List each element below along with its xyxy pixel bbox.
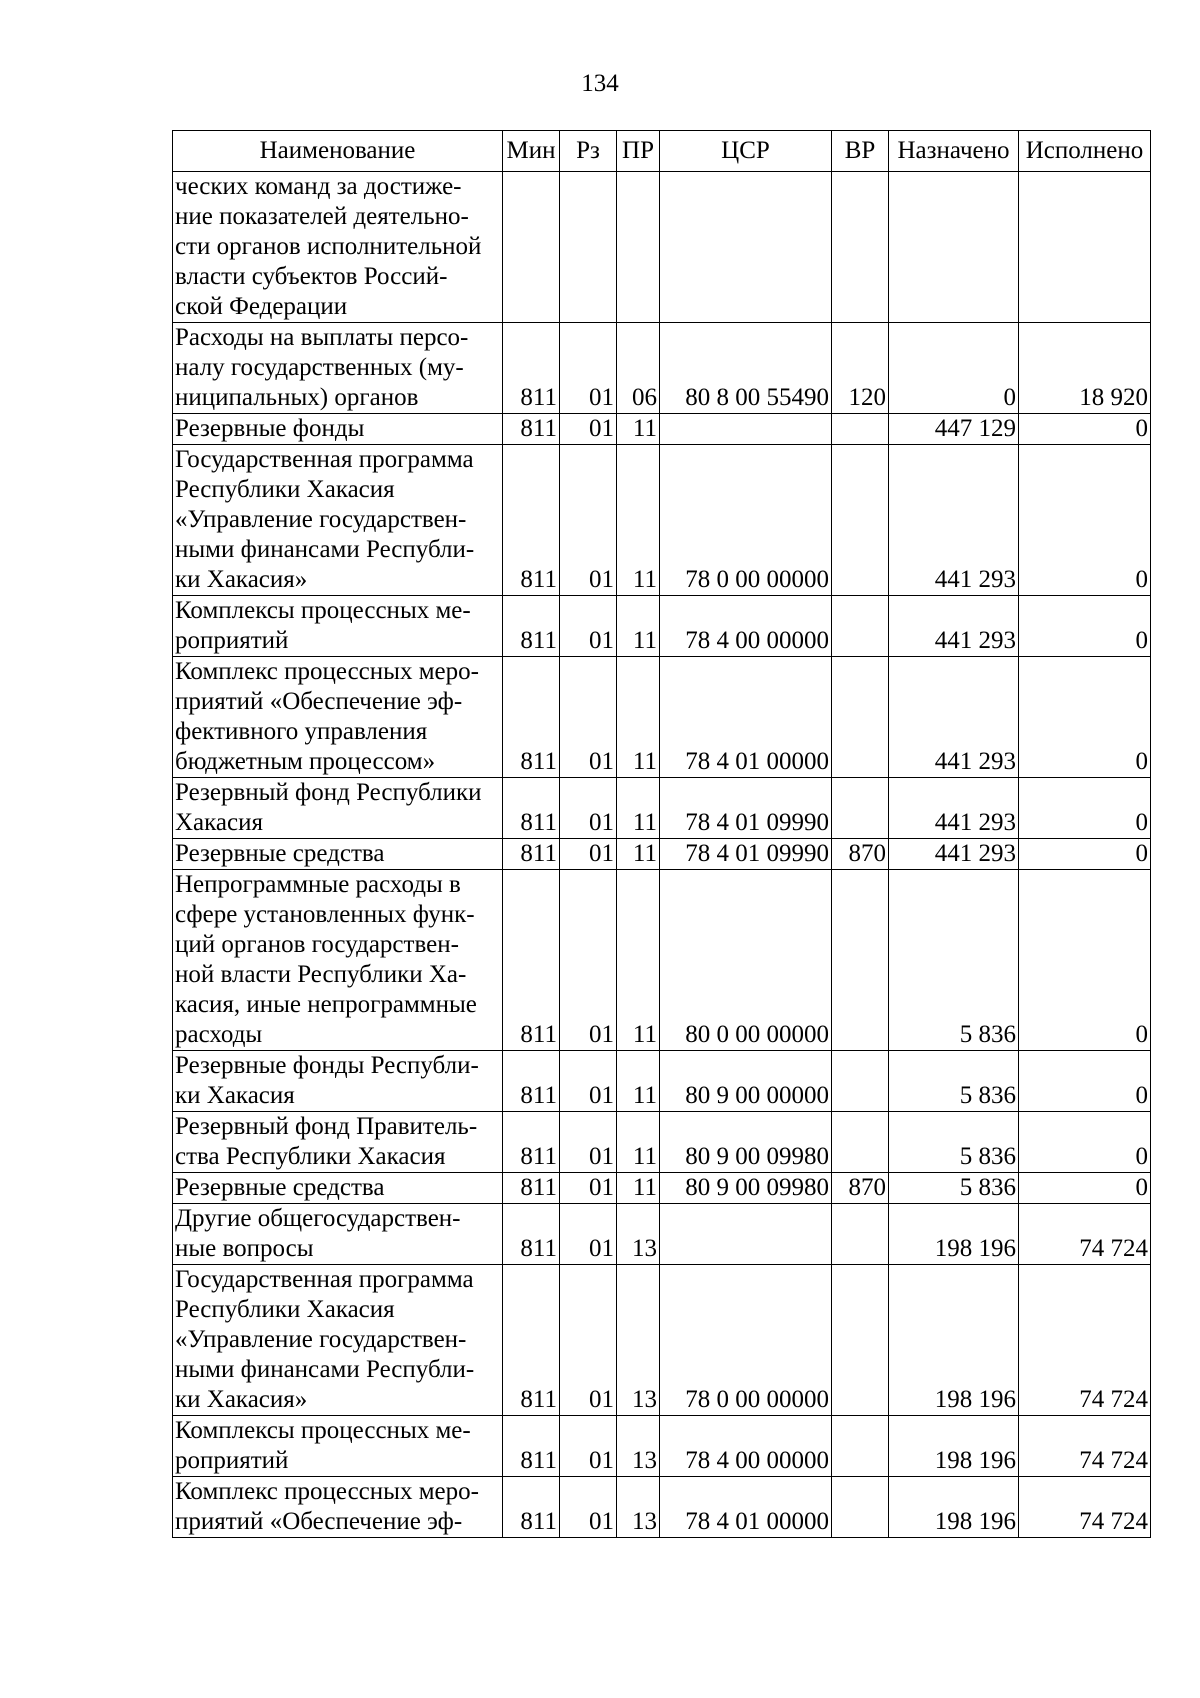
column-header-csr: ЦСР: [660, 131, 832, 172]
cell-rz: 01: [560, 445, 617, 596]
cell-min: 811: [503, 1112, 560, 1173]
cell-min: 811: [503, 1051, 560, 1112]
cell-assigned: 441 293: [889, 596, 1019, 657]
cell-executed: 74 724: [1019, 1265, 1151, 1416]
table-row: [173, 1173, 1151, 1204]
cell-min: 811: [503, 1204, 560, 1265]
cell-name: Комплексы процессных ме- роприятий: [173, 596, 503, 657]
cell-pr: [617, 172, 660, 323]
cell-name: Резервные фонды Республи- ки Хакасия: [173, 1051, 503, 1112]
cell-vr: [832, 778, 889, 839]
cell-rz: 01: [560, 414, 617, 445]
cell-name: Резервные средства: [173, 1173, 503, 1204]
cell-csr: 80 9 00 09980: [660, 1173, 832, 1204]
cell-rz: 01: [560, 778, 617, 839]
table-row: [173, 172, 1151, 323]
cell-executed: 74 724: [1019, 1204, 1151, 1265]
cell-csr: 78 0 00 00000: [660, 445, 832, 596]
cell-assigned: 5 836: [889, 1051, 1019, 1112]
cell-rz: 01: [560, 323, 617, 414]
cell-name: Государственная программа Республики Хакасия «Управление государствен- ными финансами Республи- ки Хакасия»: [173, 1265, 503, 1416]
cell-name: Резервные средства: [173, 839, 503, 870]
cell-executed: 0: [1019, 1112, 1151, 1173]
cell-pr: 11: [617, 778, 660, 839]
cell-rz: 01: [560, 1204, 617, 1265]
cell-min: 811: [503, 323, 560, 414]
cell-executed: 0: [1019, 1051, 1151, 1112]
cell-pr: 13: [617, 1416, 660, 1477]
cell-vr: 870: [832, 839, 889, 870]
cell-min: 811: [503, 778, 560, 839]
cell-min: 811: [503, 445, 560, 596]
cell-name: Непрограммные расходы в сфере установленных функ- ций органов государствен- ной власти Республики Ха- касия, иные непрограммные расходы: [173, 870, 503, 1051]
cell-pr: 11: [617, 596, 660, 657]
cell-name: Резервный фонд Правитель- ства Республики Хакасия: [173, 1112, 503, 1173]
table-row: [173, 1416, 1151, 1477]
column-header-assigned: Назначено: [889, 131, 1019, 172]
cell-rz: 01: [560, 1265, 617, 1416]
cell-name: Другие общегосударствен- ные вопросы: [173, 1204, 503, 1265]
cell-name: Расходы на выплаты персо- налу государственных (му- ниципальных) органов: [173, 323, 503, 414]
cell-executed: 0: [1019, 414, 1151, 445]
cell-csr: [660, 414, 832, 445]
cell-vr: [832, 1477, 889, 1538]
cell-vr: [832, 1265, 889, 1416]
cell-executed: 74 724: [1019, 1477, 1151, 1538]
cell-name: ческих команд за достиже- ние показателей деятельно- сти органов исполнительной власти субъектов Россий- ской Федерации: [173, 172, 503, 323]
table-row: [173, 870, 1151, 1051]
table-row: [173, 596, 1151, 657]
cell-min: 811: [503, 1265, 560, 1416]
table-row: [173, 839, 1151, 870]
cell-csr: 80 9 00 00000: [660, 1051, 832, 1112]
cell-name: Комплексы процессных ме- роприятий: [173, 1416, 503, 1477]
cell-pr: 11: [617, 1112, 660, 1173]
cell-assigned: 198 196: [889, 1204, 1019, 1265]
budget-table: [172, 130, 1151, 1538]
cell-executed: 18 920: [1019, 323, 1151, 414]
table-row: [173, 445, 1151, 596]
cell-csr: 78 4 00 00000: [660, 596, 832, 657]
cell-name: Государственная программа Республики Хакасия «Управление государствен- ными финансами Республи- ки Хакасия»: [173, 445, 503, 596]
cell-min: 811: [503, 1477, 560, 1538]
cell-vr: [832, 1416, 889, 1477]
cell-name: Комплекс процессных меро- приятий «Обеспечение эф- фективного управления бюджетным процессом»: [173, 657, 503, 778]
cell-csr: 80 8 00 55490: [660, 323, 832, 414]
cell-vr: [832, 445, 889, 596]
cell-pr: 13: [617, 1477, 660, 1538]
table-row: [173, 1112, 1151, 1173]
cell-assigned: 5 836: [889, 870, 1019, 1051]
cell-pr: 11: [617, 870, 660, 1051]
cell-rz: [560, 172, 617, 323]
cell-executed: [1019, 172, 1151, 323]
cell-name: Резервные фонды: [173, 414, 503, 445]
cell-pr: 11: [617, 657, 660, 778]
cell-pr: 11: [617, 445, 660, 596]
cell-vr: [832, 870, 889, 1051]
table-body: [173, 172, 1151, 1538]
cell-csr: 78 0 00 00000: [660, 1265, 832, 1416]
cell-name: Комплекс процессных меро- приятий «Обеспечение эф-: [173, 1477, 503, 1538]
page-number: 134: [581, 70, 619, 97]
column-header-name: Наименование: [173, 131, 503, 172]
cell-assigned: 441 293: [889, 445, 1019, 596]
cell-rz: 01: [560, 657, 617, 778]
cell-pr: 11: [617, 1051, 660, 1112]
cell-name: Резервный фонд Республики Хакасия: [173, 778, 503, 839]
cell-rz: 01: [560, 1051, 617, 1112]
cell-csr: 78 4 01 09990: [660, 778, 832, 839]
table-row: [173, 1265, 1151, 1416]
cell-assigned: [889, 172, 1019, 323]
cell-vr: [832, 1112, 889, 1173]
cell-executed: 74 724: [1019, 1416, 1151, 1477]
table-row: [173, 1051, 1151, 1112]
cell-csr: 78 4 01 09990: [660, 839, 832, 870]
table-row: [173, 778, 1151, 839]
column-header-pr: ПР: [617, 131, 660, 172]
cell-pr: 13: [617, 1204, 660, 1265]
column-header-min: Мин: [503, 131, 560, 172]
cell-executed: 0: [1019, 839, 1151, 870]
table-row: [173, 657, 1151, 778]
table-row: [173, 1204, 1151, 1265]
cell-vr: [832, 172, 889, 323]
cell-vr: [832, 1204, 889, 1265]
cell-csr: [660, 172, 832, 323]
cell-rz: 01: [560, 870, 617, 1051]
cell-csr: 78 4 00 00000: [660, 1416, 832, 1477]
cell-vr: [832, 596, 889, 657]
cell-pr: 06: [617, 323, 660, 414]
cell-csr: 78 4 01 00000: [660, 1477, 832, 1538]
cell-min: 811: [503, 414, 560, 445]
cell-assigned: 0: [889, 323, 1019, 414]
cell-executed: 0: [1019, 657, 1151, 778]
cell-executed: 0: [1019, 445, 1151, 596]
cell-min: [503, 172, 560, 323]
cell-rz: 01: [560, 1416, 617, 1477]
cell-rz: 01: [560, 596, 617, 657]
cell-executed: 0: [1019, 596, 1151, 657]
cell-pr: 11: [617, 1173, 660, 1204]
cell-min: 811: [503, 657, 560, 778]
cell-vr: 870: [832, 1173, 889, 1204]
cell-assigned: 441 293: [889, 657, 1019, 778]
cell-min: 811: [503, 870, 560, 1051]
cell-min: 811: [503, 1173, 560, 1204]
cell-vr: [832, 657, 889, 778]
cell-csr: 78 4 01 00000: [660, 657, 832, 778]
cell-vr: [832, 414, 889, 445]
cell-assigned: 447 129: [889, 414, 1019, 445]
table-row: [173, 323, 1151, 414]
cell-assigned: 198 196: [889, 1416, 1019, 1477]
column-header-rz: Рз: [560, 131, 617, 172]
cell-pr: 11: [617, 414, 660, 445]
cell-min: 811: [503, 1416, 560, 1477]
table-row: [173, 414, 1151, 445]
cell-min: 811: [503, 839, 560, 870]
cell-rz: 01: [560, 1173, 617, 1204]
column-header-vr: ВР: [832, 131, 889, 172]
cell-pr: 11: [617, 839, 660, 870]
cell-executed: 0: [1019, 1173, 1151, 1204]
cell-executed: 0: [1019, 870, 1151, 1051]
cell-rz: 01: [560, 1112, 617, 1173]
cell-rz: 01: [560, 839, 617, 870]
cell-csr: 80 9 00 09980: [660, 1112, 832, 1173]
cell-assigned: 441 293: [889, 839, 1019, 870]
cell-executed: 0: [1019, 778, 1151, 839]
table-header: [173, 131, 1151, 172]
cell-vr: [832, 1051, 889, 1112]
cell-vr: 120: [832, 323, 889, 414]
cell-rz: 01: [560, 1477, 617, 1538]
cell-pr: 13: [617, 1265, 660, 1416]
header-row: [173, 131, 1151, 172]
cell-csr: 80 0 00 00000: [660, 870, 832, 1051]
cell-assigned: 441 293: [889, 778, 1019, 839]
cell-csr: [660, 1204, 832, 1265]
cell-min: 811: [503, 596, 560, 657]
table-row: [173, 1477, 1151, 1538]
cell-assigned: 198 196: [889, 1477, 1019, 1538]
cell-assigned: 5 836: [889, 1112, 1019, 1173]
cell-assigned: 5 836: [889, 1173, 1019, 1204]
column-header-executed: Исполнено: [1019, 131, 1151, 172]
cell-assigned: 198 196: [889, 1265, 1019, 1416]
